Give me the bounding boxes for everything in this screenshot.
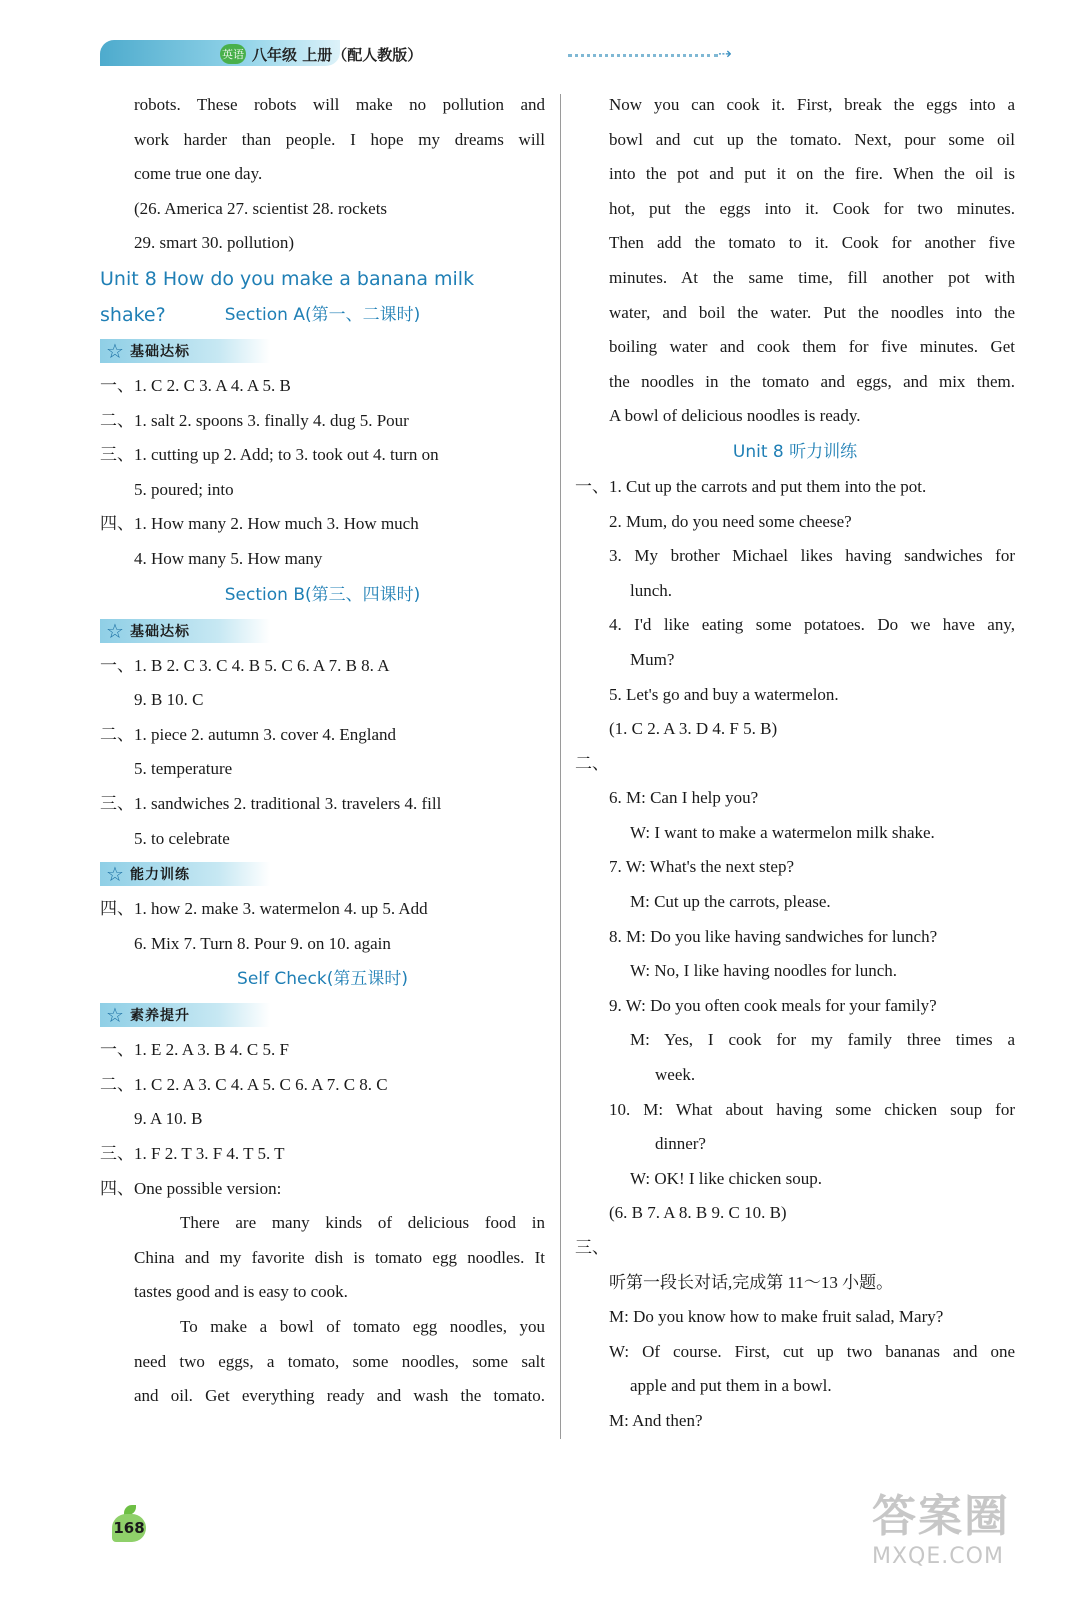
essay-line: the noodles in the tomato and eggs, and mix them. (609, 371, 1015, 391)
script-line: W: OK! I like chicken soup. (630, 1168, 822, 1188)
star-icon: ☆ (106, 338, 124, 363)
essay-line: tastes good and is easy to cook. (134, 1282, 348, 1302)
answer-line: 一、1. B 2. C 3. C 4. B 5. C 6. A 7. B 8. A (100, 655, 390, 675)
script-line: 6. M: Can I help you? (609, 788, 759, 808)
answer-line: 9. B 10. C (134, 690, 204, 710)
right-column (575, 88, 1015, 1439)
answer-line: (6. B 7. A 8. B 9. C 10. B) (609, 1203, 787, 1223)
essay-line: To make a bowl of tomato egg noodles, you (180, 1317, 545, 1337)
essay-line: hot, put the eggs into it. Cook for two minutes. (609, 198, 1015, 218)
essay-line: and oil. Get everything ready and wash the tomato. (134, 1386, 545, 1406)
listening-title: Unit 8 听力训练 (732, 441, 858, 462)
answer-line: 三、1. F 2. T 3. F 4. T 5. T (100, 1144, 285, 1164)
answer-line: 一、1. E 2. A 3. B 4. C 5. F (100, 1040, 289, 1060)
unit-title: Unit 8 How do you make a banana milk shake? (100, 267, 475, 326)
arrow-icon: ⇢ (718, 44, 732, 63)
part-label: 三、 (575, 1238, 609, 1257)
script-line: apple and put them in a bowl. (630, 1376, 832, 1396)
header-dotted-line (568, 54, 718, 57)
essay-line: Then add the tomato to it. Cook for another five (609, 233, 1015, 253)
script-line: Mum? (630, 649, 675, 669)
script-line: 5. Let's go and buy a watermelon. (609, 684, 839, 704)
answer-line: 6. Mix 7. Turn 8. Pour 9. on 10. again (134, 933, 391, 953)
answer-line: 三、1. cutting up 2. Add; to 3. took out 4. turn on (100, 445, 439, 465)
script-line: 听第一段长对话,完成第 11～13 小题。 (609, 1272, 894, 1292)
essay-line: China and my favorite dish is tomato egg noodles. It (134, 1247, 545, 1267)
essay-line: water, and boil the water. Put the noodles into the (609, 302, 1015, 322)
text-line: robots. These robots will make no pollution and (134, 95, 545, 114)
script-line: M: And then? (609, 1410, 703, 1430)
answer-line: 四、One possible version: (100, 1178, 282, 1198)
section-title: Section B(第三、四课时) (224, 584, 421, 605)
script-line: W: No, I like having noodles for lunch. (630, 961, 898, 981)
script-line: 3. My brother Michael likes having sandwiches for (609, 546, 1015, 566)
category-badge: ☆ 能力训练 (100, 856, 545, 892)
book-title: 八年级 上册（配人教版） (252, 46, 423, 64)
script-line: lunch. (630, 580, 673, 600)
essay-line: Now you can cook it. First, break the eggs into a (609, 95, 1015, 114)
script-line: 4. I'd like eating some potatoes. Do we have any, (609, 615, 1015, 635)
text-line: work harder than people. I hope my dreams will (134, 129, 545, 149)
answer-line: (1. C 2. A 3. D 4. F 5. B) (609, 719, 778, 739)
answer-line: 四、1. how 2. make 3. watermelon 4. up 5. Add (100, 899, 428, 919)
essay-line: bowl and cut up the tomato. Next, pour some oil (609, 129, 1015, 149)
essay-line: There are many kinds of delicious food in (180, 1213, 545, 1233)
script-line: W: I want to make a watermelon milk shake. (630, 822, 935, 842)
answer-line: 9. A 10. B (134, 1109, 203, 1129)
script-line: M: Yes, I cook for my family three times a (630, 1030, 1015, 1050)
answer-line: (26. America 27. scientist 28. rockets (134, 198, 388, 218)
essay-line: boiling water and cook them for five minutes. Get (609, 337, 1015, 357)
answer-line: 一、1. C 2. C 3. A 4. A 5. B (100, 375, 291, 395)
star-icon: ☆ (106, 618, 124, 643)
section-title: Self Check(第五课时) (237, 969, 408, 990)
answer-line: 二、1. salt 2. spoons 3. finally 4. dug 5. Pour (100, 410, 409, 430)
script-line: 8. M: Do you like having sandwiches for lunch? (609, 926, 938, 946)
answer-line: 三、1. sandwiches 2. traditional 3. travelers 4. fill (100, 793, 442, 813)
essay-line: minutes. At the same time, fill another pot with (609, 267, 1015, 287)
answer-line: 四、1. How many 2. How much 3. How much (100, 514, 419, 534)
script-line: week. (655, 1065, 696, 1085)
category-badge: ☆ 基础达标 (100, 613, 545, 649)
script-line: 一、1. Cut up the carrots and put them into the pot. (575, 476, 927, 496)
script-line: 9. W: Do you often cook meals for your family? (609, 995, 937, 1015)
script-line: 10. M: What about having some chicken soup for (609, 1099, 1015, 1119)
category-badge: ☆ 素养提升 (100, 997, 545, 1033)
column-divider (560, 94, 561, 1439)
page-header (100, 36, 732, 76)
page-number: 168 (112, 1514, 146, 1542)
essay-line: into the pot and put it on the fire. When the oil is (609, 164, 1015, 184)
part-label: 二、 (575, 753, 609, 773)
script-line: dinner? (655, 1134, 706, 1154)
answer-line: 5. poured; into (134, 479, 234, 499)
essay-line: A bowl of delicious noodles is ready. (609, 406, 861, 426)
watermark (872, 1480, 1042, 1590)
answer-line: 二、1. piece 2. autumn 3. cover 4. England (100, 724, 397, 744)
answer-line: 二、1. C 2. A 3. C 4. A 5. C 6. A 7. C 8. C (100, 1074, 388, 1094)
answer-line: 5. temperature (134, 759, 233, 779)
star-icon: ☆ (106, 1003, 124, 1028)
subject-badge: 英语 (220, 44, 246, 64)
script-line: M: Cut up the carrots, please. (630, 892, 831, 912)
script-line: W: Of course. First, cut up two bananas and one (609, 1341, 1015, 1361)
script-line: 2. Mum, do you need some cheese? (609, 511, 852, 531)
watermark-url: MXQE.COM (872, 1544, 1004, 1569)
script-line: M: Do you know how to make fruit salad, Mary? (609, 1307, 944, 1327)
answer-line: 5. to celebrate (134, 828, 230, 848)
left-column (100, 88, 545, 1414)
star-icon: ☆ (106, 862, 124, 887)
watermark-logo: 答案圈 (872, 1491, 1010, 1542)
category-badge: ☆ 基础达标 (100, 333, 545, 369)
section-title: Section A(第一、二课时) (224, 304, 421, 325)
essay-line: need two eggs, a tomato, some noodles, some salt (134, 1351, 545, 1371)
answer-line: 29. smart 30. pollution) (134, 233, 295, 253)
text-line: come true one day. (134, 164, 263, 184)
answer-line: 4. How many 5. How many (134, 548, 323, 568)
script-line: 7. W: What's the next step? (609, 857, 794, 877)
